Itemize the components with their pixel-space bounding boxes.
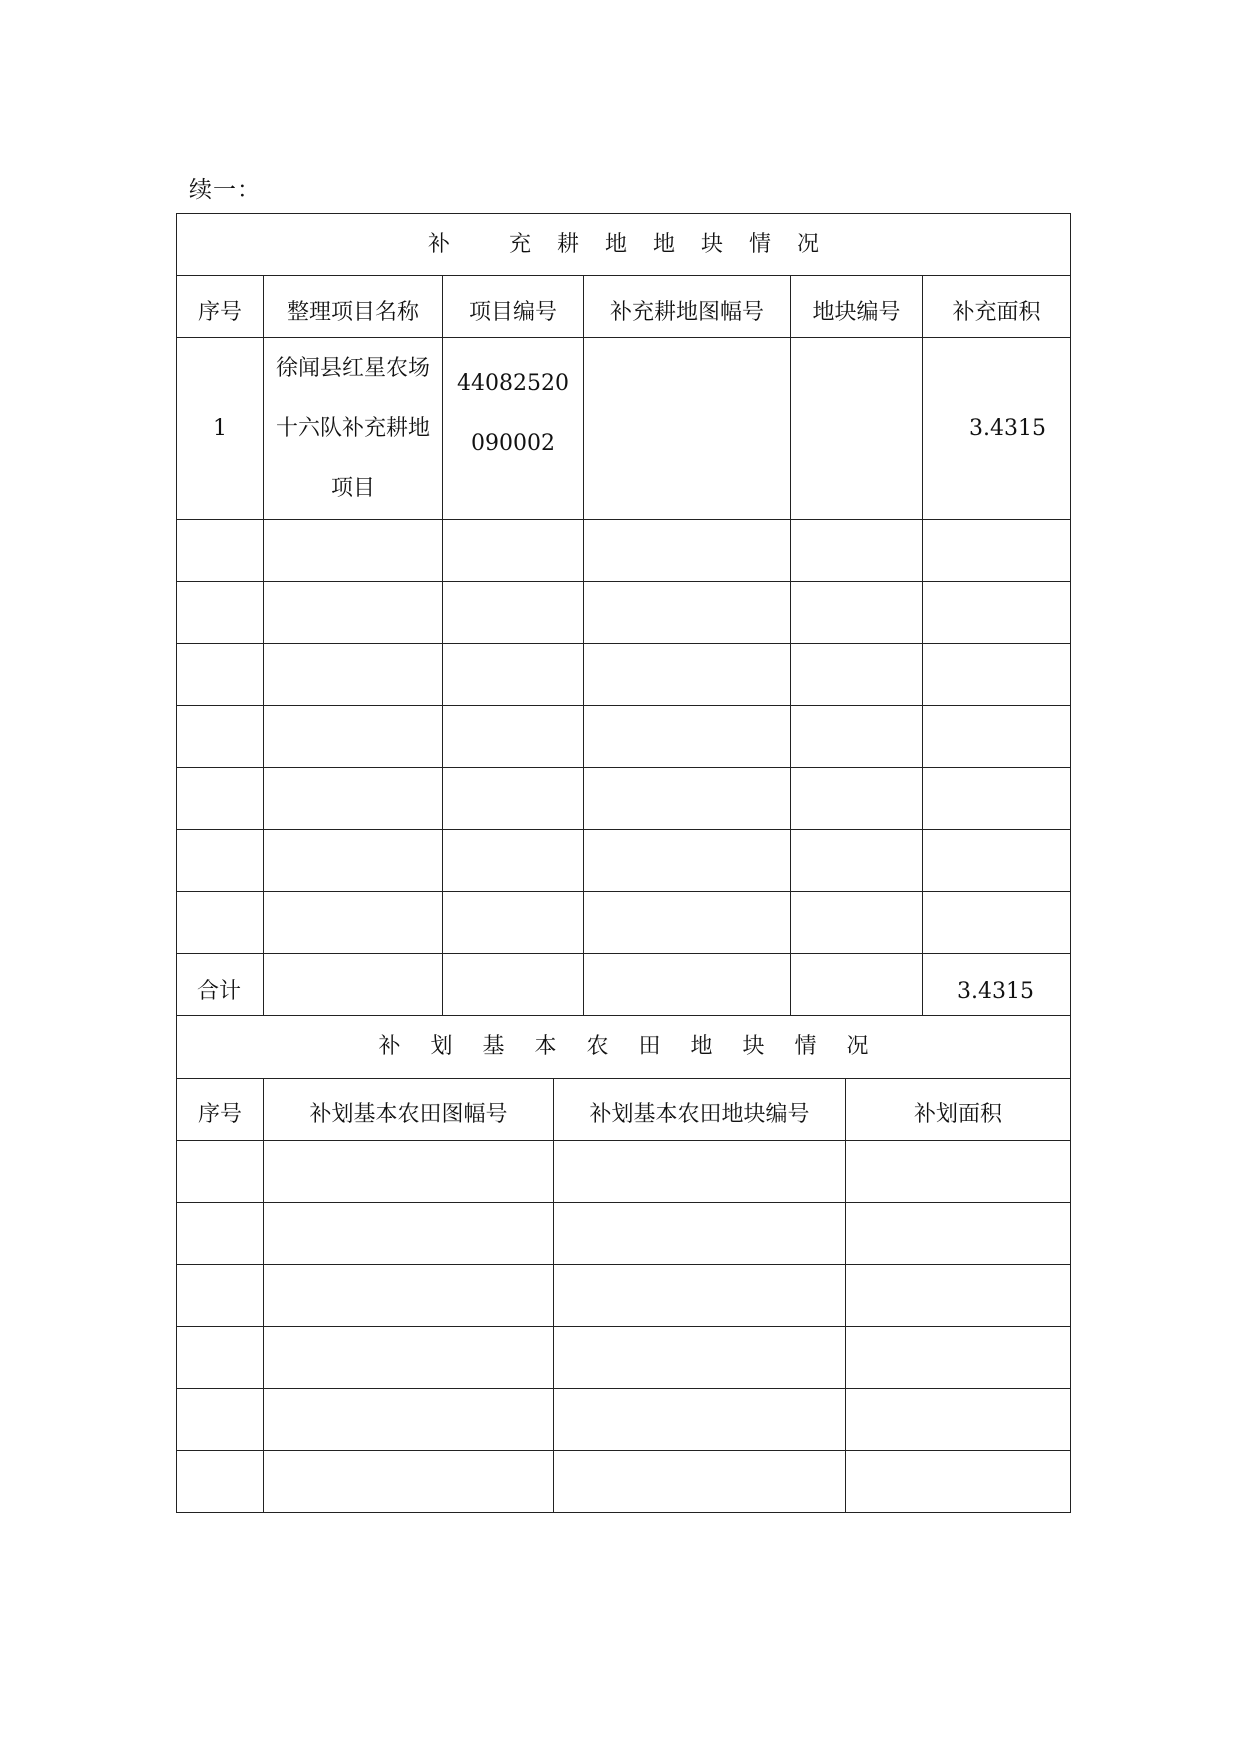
header-area: 补充面积: [952, 299, 1041, 325]
empty-cell: [923, 644, 1071, 706]
empty-cell: [443, 706, 584, 768]
header-plot-number: 补划基本农田地块编号: [589, 1102, 810, 1127]
empty-cell: [584, 644, 791, 706]
table-row: [177, 644, 1071, 706]
section2-title-cell: [177, 1016, 1071, 1078]
empty-cell: [846, 1326, 1071, 1388]
row-area: 3.4315: [923, 338, 1071, 520]
empty-cell: [584, 520, 791, 582]
section2-header-row: [177, 1078, 1071, 1140]
empty-cell: [177, 520, 264, 582]
empty-cell: [584, 582, 791, 644]
header-index: 序号: [197, 1102, 242, 1127]
empty-cell: [264, 1140, 554, 1202]
empty-cell: [177, 582, 264, 644]
header-index: 序号: [197, 299, 242, 325]
empty-cell: [554, 1450, 846, 1512]
table-row: [177, 1140, 1071, 1202]
header-map-number: 补充耕地图幅号: [609, 299, 764, 325]
empty-cell: [177, 1202, 264, 1264]
header-cell: [264, 1078, 554, 1140]
total-row: [177, 954, 1071, 1016]
table-row: [177, 520, 1071, 582]
empty-cell: [791, 892, 923, 954]
empty-cell: [791, 520, 923, 582]
table-row: [177, 706, 1071, 768]
empty-cell: [846, 1264, 1071, 1326]
empty-cell: [177, 768, 264, 830]
empty-cell: [177, 1388, 264, 1450]
empty-cell: [177, 706, 264, 768]
empty-cell: [443, 892, 584, 954]
header-project-code: 项目编号: [468, 299, 557, 325]
empty-cell: [584, 892, 791, 954]
empty-cell: [177, 1264, 264, 1326]
table-row: [177, 892, 1071, 954]
section1-header-row: [177, 276, 1071, 338]
basic-farmland-table: [176, 1016, 1071, 1513]
empty-cell: [846, 1202, 1071, 1264]
empty-cell: [443, 830, 584, 892]
header-project-name: 整理项目名称: [286, 299, 419, 325]
table-row: [177, 1388, 1071, 1450]
empty-cell: [554, 1264, 846, 1326]
empty-cell: [554, 1388, 846, 1450]
header-cell: [923, 276, 1071, 338]
row-map-number: [584, 338, 791, 520]
header-map-number: 补划基本农田图幅号: [309, 1102, 508, 1127]
table-row: [177, 338, 1071, 520]
empty-cell: [264, 706, 443, 768]
empty-cell: [584, 706, 791, 768]
empty-cell: [554, 1202, 846, 1264]
empty-cell: [791, 582, 923, 644]
empty-cell: [584, 768, 791, 830]
empty-cell: [584, 830, 791, 892]
table-row: [177, 830, 1071, 892]
header-cell: [264, 276, 443, 338]
page-heading: 续一：: [189, 177, 261, 203]
section1-title-cell: [177, 214, 1071, 276]
table-row: [177, 1264, 1071, 1326]
empty-cell: [264, 520, 443, 582]
empty-cell: [923, 768, 1071, 830]
header-area: 补划面积: [914, 1102, 1003, 1127]
header-cell: [846, 1078, 1071, 1140]
empty-cell: [264, 644, 443, 706]
table-row: [177, 1202, 1071, 1264]
empty-cell: [846, 1388, 1071, 1450]
empty-cell: [177, 830, 264, 892]
empty-cell: [264, 1326, 554, 1388]
empty-cell: [923, 582, 1071, 644]
empty-cell: [177, 892, 264, 954]
empty-cell: [443, 520, 584, 582]
total-area: 3.4315: [923, 954, 1071, 1016]
header-cell: [791, 276, 923, 338]
header-cell: [554, 1078, 846, 1140]
empty-cell: [554, 1326, 846, 1388]
empty-cell: [264, 1450, 554, 1512]
empty-cell: [264, 830, 443, 892]
empty-cell: [923, 520, 1071, 582]
empty-cell: [177, 1326, 264, 1388]
header-cell: [584, 276, 791, 338]
section1-title: 补 充耕地地块情况: [428, 231, 846, 257]
empty-cell: [264, 1264, 554, 1326]
empty-cell: [791, 644, 923, 706]
empty-cell: [443, 644, 584, 706]
empty-cell: [177, 1450, 264, 1512]
empty-cell: [791, 954, 923, 1016]
empty-cell: [791, 706, 923, 768]
empty-cell: [791, 830, 923, 892]
empty-cell: [264, 582, 443, 644]
section2-title: 补划基本农田地块情况: [378, 1033, 899, 1059]
empty-cell: [443, 768, 584, 830]
empty-cell: [554, 1140, 846, 1202]
empty-cell: [264, 1202, 554, 1264]
empty-cell: [177, 644, 264, 706]
empty-cell: [264, 1388, 554, 1450]
empty-cell: [264, 768, 443, 830]
table-row: [177, 1450, 1071, 1512]
empty-cell: [923, 892, 1071, 954]
header-plot-number: 地块编号: [812, 299, 901, 325]
row-project-code: 44082520090002: [443, 323, 584, 505]
empty-cell: [846, 1450, 1071, 1512]
empty-cell: [443, 582, 584, 644]
table-row: [177, 1326, 1071, 1388]
table-row: [177, 768, 1071, 830]
header-cell: [177, 276, 264, 338]
empty-cell: [264, 954, 443, 1016]
empty-cell: [177, 1140, 264, 1202]
empty-cell: [791, 768, 923, 830]
empty-cell: [264, 892, 443, 954]
empty-cell: [443, 954, 584, 1016]
row-index: 1: [177, 338, 264, 520]
table-row: [177, 582, 1071, 644]
empty-cell: [846, 1140, 1071, 1202]
empty-cell: [923, 706, 1071, 768]
row-plot-number: [791, 338, 923, 520]
empty-cell: [584, 954, 791, 1016]
supplementary-farmland-table: [176, 213, 1071, 1016]
row-project-name: 徐闻县红星农场十六队补充耕地项目: [264, 338, 443, 520]
header-cell: [177, 1078, 264, 1140]
total-label: 合计: [177, 954, 264, 1016]
empty-cell: [923, 830, 1071, 892]
